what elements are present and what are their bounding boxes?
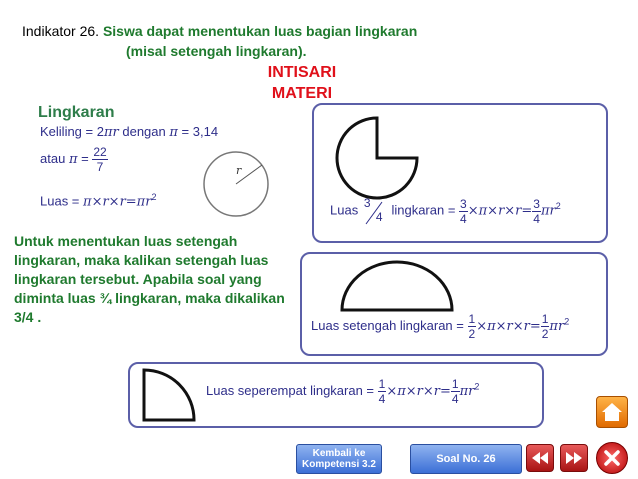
luas-prefix: Luas = (40, 193, 80, 209)
header-line2: (misal setengah lingkaran). (126, 43, 307, 59)
luas-exp: 2 (151, 192, 157, 202)
box1-word: lingkaran = (391, 202, 456, 218)
slash-fraction (362, 196, 388, 226)
prev-button[interactable] (526, 444, 554, 472)
close-button[interactable] (596, 442, 628, 474)
slash-num: 3 (363, 196, 371, 210)
slash-den: 4 (375, 210, 383, 224)
rewind-icon (527, 445, 553, 471)
box2-exp: 2 (564, 316, 570, 327)
box1-label: Luas (330, 202, 359, 218)
box3-label: Luas seperempat lingkaran = (206, 382, 375, 398)
forward-icon (561, 445, 587, 471)
box3-den-b: 4 (451, 392, 459, 406)
section-heading: Lingkaran (38, 104, 115, 121)
next-button[interactable] (560, 444, 588, 472)
box3-formula (206, 377, 479, 406)
pi-denominator: 7 (96, 160, 104, 174)
keliling-r: r (112, 125, 119, 140)
header-prefix: Indikator 26. (22, 23, 100, 39)
box1-frac-b (532, 197, 541, 226)
keliling-formula (40, 124, 218, 140)
box2-num-a: 1 (468, 312, 476, 326)
box2-label: Luas setengah lingkaran = (311, 317, 464, 333)
box2-den-b: 2 (541, 327, 549, 341)
soal-button[interactable]: Soal No. 26 (410, 444, 522, 474)
pi-symbol: π (68, 151, 78, 167)
keliling-prefix: Keliling = 2 (40, 124, 104, 139)
explanation-paragraph: Untuk menentukan luas setengah lingkaran, maka kalikan setengah luas lingkaran tersebut. Apabila soal yang diminta luas ¾ lingkaran, maka dikalikan 3/4 . (14, 233, 285, 325)
box3-num-b: 1 (451, 377, 459, 391)
home-button[interactable] (596, 396, 628, 428)
box3-exp: 2 (474, 381, 480, 392)
luas-expr: π×r×r=πr (83, 194, 152, 210)
title-line2: MATERI (271, 85, 333, 98)
pi-symbol: π (103, 125, 113, 140)
title-line1: INTISARI (267, 64, 337, 81)
pi-symbol: π (169, 125, 178, 140)
circle-label: r (236, 164, 242, 177)
box1-den-b: 4 (533, 211, 540, 226)
quarter-circle-icon (140, 366, 198, 424)
box1-expr: ×π×r×r= (467, 203, 533, 219)
back-to-competency-button[interactable]: Kembali ke Kompetensi 3.2 (296, 444, 382, 474)
luas-formula (40, 192, 156, 209)
box3-den-a: 4 (378, 392, 386, 406)
pi-fraction (92, 145, 107, 174)
box1-num-b: 3 (533, 196, 540, 211)
circle-diagram (200, 148, 272, 220)
pi-numerator: 22 (93, 145, 107, 159)
page-title (232, 62, 372, 98)
box2-formula (311, 312, 569, 341)
box3-frac-b (451, 377, 460, 406)
box1-frac-a (459, 197, 468, 226)
keliling-mid: dengan (122, 124, 166, 139)
box3-expr: ×π×r×r= (386, 383, 451, 399)
atau-formula: atau π = $\frac{22}{7}$ (40, 145, 107, 174)
three-quarter-circle-icon (332, 113, 422, 203)
box2-frac-a (468, 312, 477, 341)
box1-num-a: 3 (460, 196, 467, 211)
keliling-val: = 3,14 (181, 124, 219, 139)
box2-expr: ×π×r×r= (476, 318, 541, 334)
header (22, 22, 418, 59)
box2-num-b: 1 (541, 312, 549, 326)
box1-den-a: 4 (460, 211, 467, 226)
box1-formula (330, 196, 561, 226)
box1-pir: πr (540, 203, 556, 219)
half-circle-icon (338, 258, 456, 314)
box3-pir: πr (459, 383, 475, 399)
atau-label: atau (40, 150, 66, 166)
box3-num-a: 1 (378, 377, 386, 391)
close-icon (597, 443, 627, 473)
box1-exp: 2 (555, 201, 561, 212)
box2-den-a: 2 (468, 327, 476, 341)
home-icon (597, 397, 627, 427)
box2-pir: πr (549, 318, 565, 334)
header-line1: Siswa dapat menentukan luas bagian lingkaran (102, 23, 418, 39)
